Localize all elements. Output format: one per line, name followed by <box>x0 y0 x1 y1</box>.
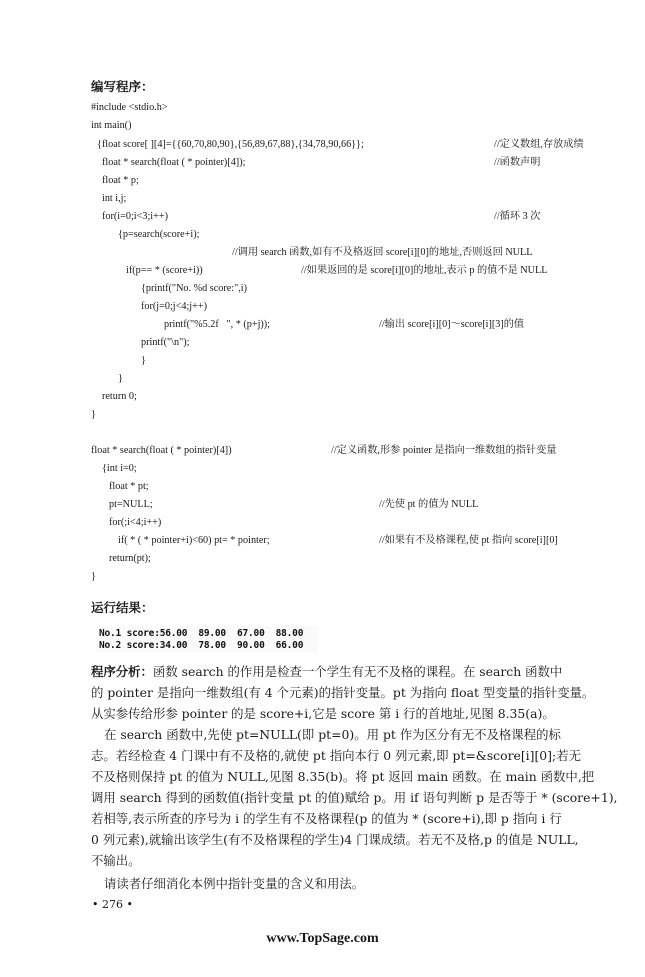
code-comment: //定义数组,存放成绩 <box>494 139 584 150</box>
code-comment: //如果有不及格课程,使 pt 指向 score[i][0] <box>379 535 558 546</box>
code-line: return 0; <box>102 391 137 402</box>
paragraph-line: 志。若经检查 4 门课中有不及格的,就使 pt 指向本行 0 列元素,即 pt=&score[i][0];若无 <box>91 748 581 763</box>
output-line: No.2 score:34.00 78.00 90.00 66.00 <box>99 640 304 651</box>
code-line: } <box>91 409 96 420</box>
code-comment: //函数声明 <box>494 157 541 168</box>
result-heading: 运行结果： <box>91 600 154 615</box>
code-line: printf("%5.2f ", * (p+j)); <box>164 319 271 330</box>
code-line: float * search(float ( * pointer)[4]); <box>102 157 246 168</box>
page-number: • 276 • <box>92 898 133 911</box>
code-line: {float score[ ][4]={{60,70,80,90},{56,89,67,88},{34,78,90,66}}; <box>97 139 364 150</box>
code-line: return(pt); <box>109 553 151 564</box>
code-comment: //输出 score[i][0]～score[i][3]的值 <box>379 319 525 330</box>
code-comment: //先使 pt 的值为 NULL <box>379 499 479 510</box>
code-line: float * p; <box>102 175 139 186</box>
program-heading: 编写程序： <box>91 79 154 94</box>
output-line: No.1 score:56.00 89.00 67.00 88.00 <box>99 628 304 639</box>
code-line: #include <stdio.h> <box>91 102 168 113</box>
closing-paragraph <box>91 873 611 894</box>
code-comment: //如果返回的是 score[i][0]的地址,表示 p 的值不是 NULL <box>301 265 548 276</box>
code-comment: //循环 3 次 <box>494 211 541 222</box>
explanation-paragraph <box>91 724 618 871</box>
analysis-label: 程序分析： <box>91 664 153 679</box>
paragraph-line: 不输出。 <box>91 853 141 868</box>
analysis-paragraph <box>91 661 611 724</box>
paragraph-line: 若相等,表示所查的序号为 i 的学生有不及格课程(p 的值为 * (score+i),即 p 指向 i 行 <box>91 811 562 826</box>
code-line: {p=search(score+i); <box>118 229 200 240</box>
code-line: if(p== * (score+i)) <box>126 265 203 276</box>
code-line: } <box>141 355 146 366</box>
footer-watermark: www.TopSage.com <box>266 931 379 946</box>
paragraph-line: 从实参传给形参 pointer 的是 score+i,它是 score 第 i 行的首地址,见图 8.35(a)。 <box>91 706 555 721</box>
code-comment: //定义函数,形参 pointer 是指向一维数组的指针变量 <box>331 445 557 456</box>
code-line: for(j=0;j<4;j++) <box>141 301 207 312</box>
code-line: for(i=0;i<3;i++) <box>102 211 168 222</box>
code-line: float * pt; <box>109 481 149 492</box>
code-line: {int i=0; <box>102 463 137 474</box>
code-line: float * search(float ( * pointer)[4]) <box>91 445 232 456</box>
paragraph-line: 在 search 函数中,先使 pt=NULL(即 pt=0)。用 pt 作为区分有无不及格课程的标 <box>104 727 561 742</box>
code-comment: //调用 search 函数,如有不及格返回 score[i][0]的地址,否则返回 NULL <box>232 247 533 258</box>
paragraph-line: 的 pointer 是指向一维数组(有 4 个元素)的指针变量。pt 为指向 float 型变量的指针变量。 <box>91 685 595 700</box>
code-line: } <box>91 571 96 582</box>
paragraph-line: 函数 search 的作用是检查一个学生有无不及格的课程。在 search 函数中 <box>152 664 563 679</box>
paragraph-line: 不及格则保持 pt 的值为 NULL,见图 8.35(b)。将 pt 返回 main 函数。在 main 函数中,把 <box>91 769 595 784</box>
code-line: pt=NULL; <box>109 499 153 510</box>
code-line: int i,j; <box>102 193 127 204</box>
code-line: } <box>118 373 123 384</box>
paragraph-line: 0 列元素),就输出该学生(有不及格课程的学生)4 门课成绩。若无不及格,p 的值是 NULL, <box>91 832 579 847</box>
paragraph-line: 调用 search 得到的函数值(指针变量 pt 的值)赋给 p。用 if 语句判断 p 是否等于 * (score+1), <box>91 790 618 805</box>
paragraph-line: 请读者仔细消化本例中指针变量的含义和用法。 <box>104 876 365 891</box>
code-line: printf("\n"); <box>141 337 190 348</box>
code-line: int main() <box>91 120 132 131</box>
code-line: for(;i<4;i++) <box>109 517 162 528</box>
code-line: if( * ( * pointer+i)<60) pt= * pointer; <box>118 535 270 546</box>
code-line: {printf("No. %d score:",i) <box>141 283 247 294</box>
